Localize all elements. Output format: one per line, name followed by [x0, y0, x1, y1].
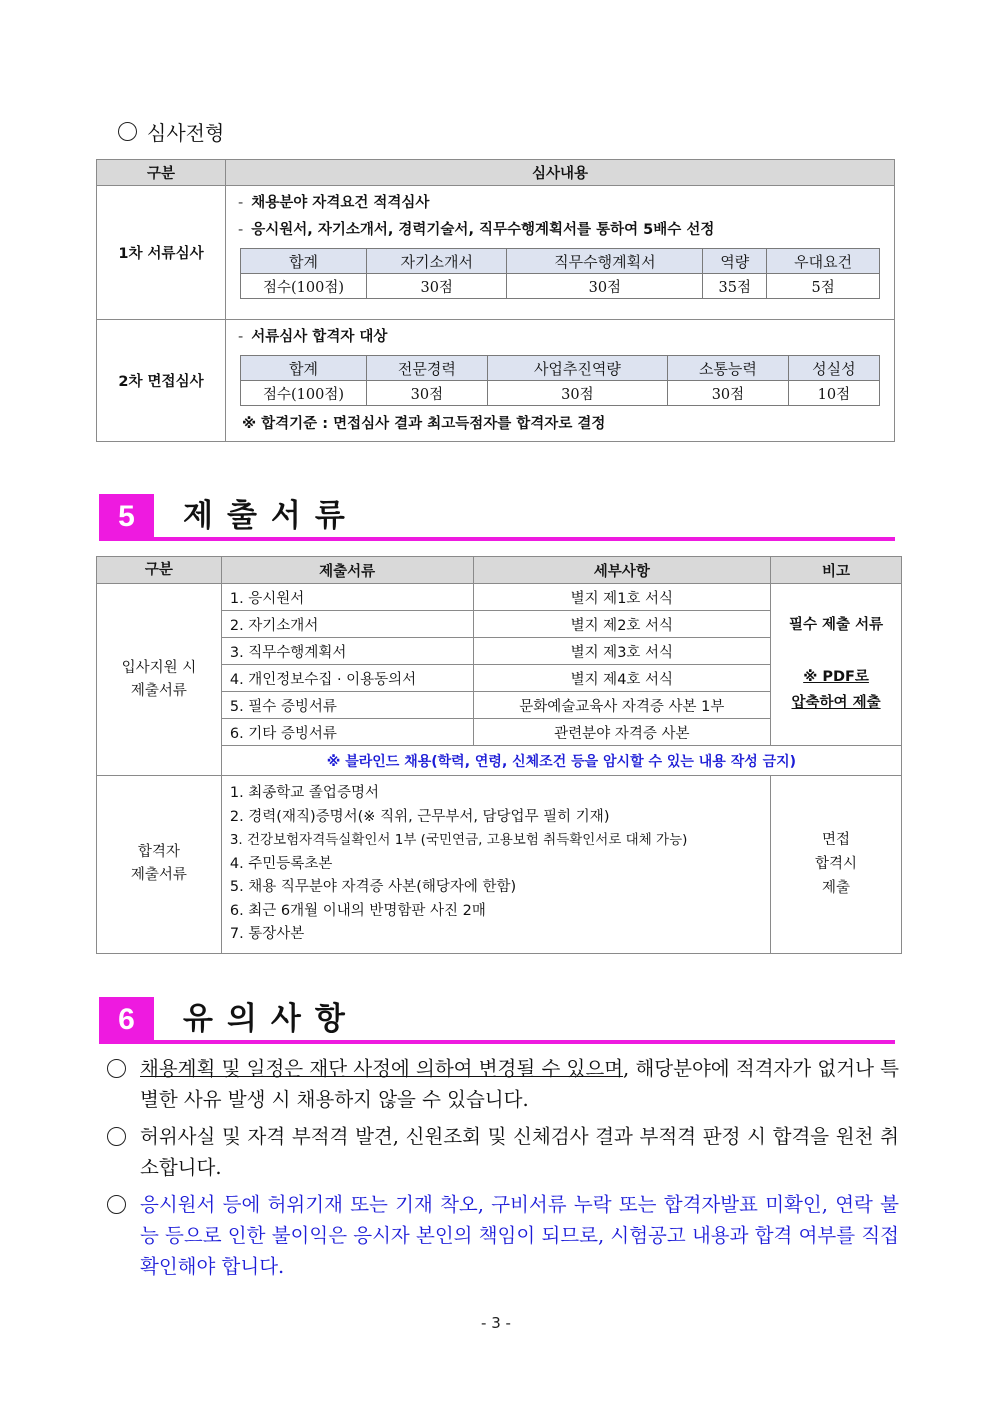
- group-category: 입사지원 시 제출서류: [97, 584, 222, 776]
- section-underline: [99, 1040, 895, 1044]
- document-name: 6. 기타 증빙서류: [221, 719, 473, 746]
- section-title: 유의사항: [183, 1001, 359, 1037]
- list-item: 응시원서 등에 허위기재 또는 기재 착오, 구비서류 누락 또는 합격자발표 미확인, 연락 불능 등으로 인한 불이익은 응시자 본인의 책임이 되므로, 시험공고 내용과 합격 여부를 직접 확인해야 합니다.: [107, 1189, 899, 1282]
- document-name: 2. 자기소개서: [221, 611, 473, 638]
- document-detail: 관련분야 자격증 사본: [473, 719, 771, 746]
- score-value: 30점: [668, 381, 789, 406]
- content-line: - 응시원서, 자기소개서, 경력기술서, 직무수행계획서를 통하여 5배수 선정: [238, 222, 715, 238]
- table-row: [97, 584, 902, 611]
- score-value: 30점: [367, 381, 488, 406]
- score-header: 사업추진역량: [487, 356, 667, 381]
- score-header: 소통능력: [668, 356, 789, 381]
- score-header: 전문경력: [367, 356, 488, 381]
- table-header-row: [97, 160, 895, 186]
- successful-candidate-documents: [221, 776, 770, 954]
- score-header: 우대요건: [767, 249, 880, 274]
- header-content: 심사내용: [226, 160, 895, 186]
- score-header: 합계: [241, 356, 367, 381]
- precautions-list: [107, 1053, 899, 1288]
- score-value: 30점: [487, 381, 667, 406]
- score-value: 30점: [367, 274, 507, 299]
- row-content: [226, 320, 895, 442]
- document-detail: 별지 제3호 서식: [473, 638, 771, 665]
- score-header: 자기소개서: [367, 249, 507, 274]
- group-remark: 면접 합격시 제출: [771, 776, 902, 954]
- document-name: 5. 필수 증빙서류: [221, 692, 473, 719]
- document-name: 3. 직무수행계획서: [221, 638, 473, 665]
- group-category: 합격자 제출서류: [97, 776, 222, 954]
- header-category: 구분: [97, 557, 222, 584]
- list-item: 7. 통장사본: [229, 926, 305, 942]
- section-underline: [99, 537, 895, 541]
- document-detail: 문화예술교육사 자격증 사본 1부: [473, 692, 771, 719]
- circle-bullet-icon: [107, 1059, 126, 1078]
- list-item: 1. 최종학교 졸업증명서: [229, 785, 379, 801]
- list-item: 4. 주민등록초본: [229, 855, 333, 872]
- score-header: 직무수행계획서: [507, 249, 703, 274]
- score-value: 30점: [507, 274, 703, 299]
- score-value: 35점: [703, 274, 767, 299]
- circle-bullet-icon: [107, 1195, 126, 1214]
- circle-bullet-icon: [107, 1127, 126, 1146]
- screening-title: 심사전형: [147, 121, 225, 145]
- score-header: 성실성: [788, 356, 879, 381]
- document-name: 4. 개인정보수집 · 이용동의서: [221, 665, 473, 692]
- section-title: 제출서류: [183, 498, 359, 534]
- document-name: 1. 응시원서: [221, 584, 473, 611]
- list-item: 2. 경력(재직)증명서(※ 직위, 근무부서, 담당업무 필히 기재): [229, 808, 610, 825]
- list-item: 채용계획 및 일정은 재단 사정에 의하여 변경될 수 있으며, 해당분야에 적격자가 없거나 특별한 사유 발생 시 채용하지 않을 수 있습니다.: [107, 1053, 899, 1115]
- header-details: 세부사항: [473, 557, 771, 584]
- screening-heading: [118, 117, 224, 146]
- table-row: [97, 320, 895, 442]
- list-item: 허위사실 및 자격 부적격 발견, 신원조회 및 신체검사 결과 부적격 판정 시 합격을 원천 취소합니다.: [107, 1121, 899, 1183]
- score-value: 점수(100점): [241, 381, 367, 406]
- header-documents: 제출서류: [221, 557, 473, 584]
- score-header: 역량: [703, 249, 767, 274]
- section-5-header: [99, 494, 895, 540]
- header-category: 구분: [97, 160, 226, 186]
- header-remarks: 비고: [771, 557, 902, 584]
- score-value: 5점: [767, 274, 880, 299]
- table-row: [97, 186, 895, 320]
- content-line: - 서류심사 합격자 대상: [238, 329, 388, 345]
- section-6-header: [99, 997, 895, 1043]
- section-number: 6: [99, 997, 154, 1043]
- document-detail: 별지 제1호 서식: [473, 584, 771, 611]
- row-category: 1차 서류심사: [97, 186, 226, 320]
- list-item: 3. 건강보험자격득실확인서 1부 (국민연금, 고용보험 취득확인서로 대체 가능): [229, 832, 688, 848]
- section-number: 5: [99, 494, 154, 540]
- submission-documents-table: [96, 556, 902, 954]
- circle-bullet-icon: [118, 122, 137, 141]
- table-row: [97, 776, 902, 954]
- score-table-2: [240, 355, 880, 406]
- score-value: 10점: [788, 381, 879, 406]
- blind-recruitment-note: ※ 블라인드 채용(학력, 연령, 신체조건 등을 암시할 수 있는 내용 작성 금지): [221, 746, 901, 776]
- row-category: 2차 면접심사: [97, 320, 226, 442]
- row-content: [226, 186, 895, 320]
- table-header-row: [97, 557, 902, 584]
- document-detail: 별지 제4호 서식: [473, 665, 771, 692]
- content-line: - 채용분야 자격요건 적격심사: [238, 195, 430, 211]
- score-header: 합계: [241, 249, 367, 274]
- document-detail: 별지 제2호 서식: [473, 611, 771, 638]
- pass-criteria-note: ※ 합격기준 : 면접심사 결과 최고득점자를 합격자로 결정: [242, 416, 606, 432]
- score-value: 점수(100점): [241, 274, 367, 299]
- score-table-1: [240, 248, 880, 299]
- group-remark: 필수 제출 서류 ※ PDF로 압축하여 제출: [771, 584, 902, 746]
- screening-table: [96, 159, 895, 442]
- list-item: 6. 최근 6개월 이내의 반명함판 사진 2매: [229, 902, 486, 919]
- page-number: - 3 -: [481, 1314, 511, 1332]
- list-item: 5. 채용 직무분야 자격증 사본(해당자에 한함): [229, 879, 517, 895]
